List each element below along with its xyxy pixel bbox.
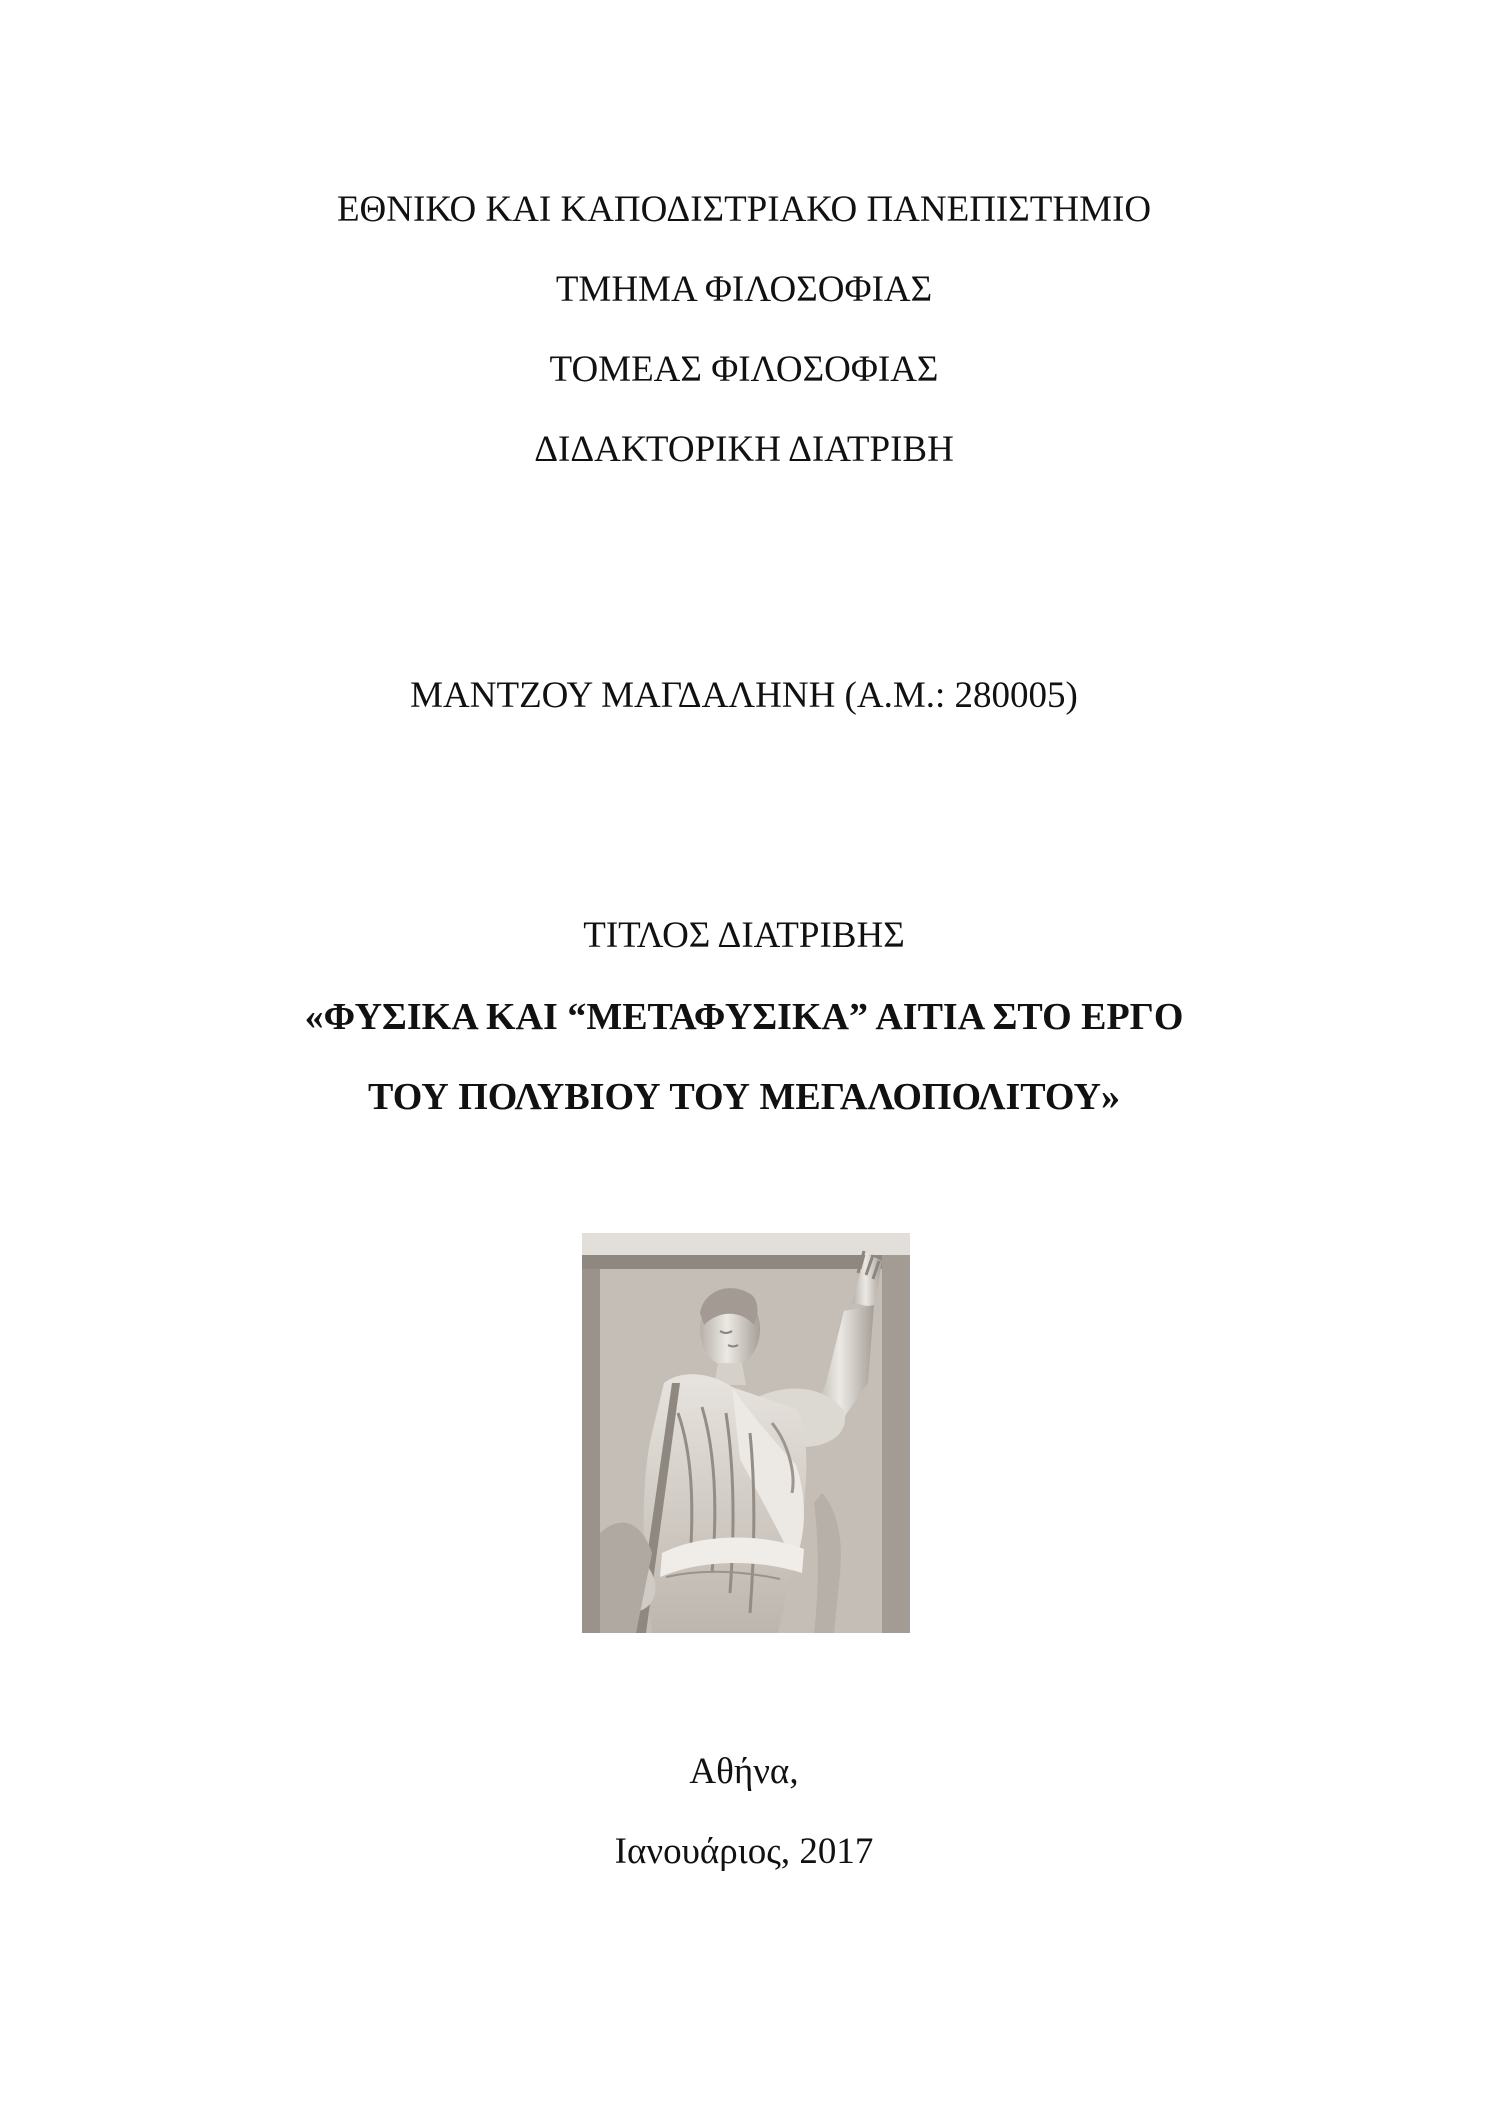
university-name: ΕΘΝΙΚΟ ΚΑΙ ΚΑΠΟΔΙΣΤΡΙΑΚΟ ΠΑΝΕΠΙΣΤΗΜΙΟ xyxy=(336,189,1152,230)
publication-date: Ιανουάριος, 2017 xyxy=(614,1831,874,1872)
section-name: ΤΟΜΕΑΣ ΦΙΛΟΣΟΦΙΑΣ xyxy=(549,349,939,390)
document-type: ΔΙΔΑΚΤΟΡΙΚΗ ΔΙΑΤΡΙΒΗ xyxy=(534,429,954,470)
title-label: ΤΙΤΛΟΣ ΔΙΑΤΡΙΒΗΣ xyxy=(583,915,905,956)
marble-relief-stele-image xyxy=(582,1233,910,1633)
author-name: ΜΑΝΤΖΟΥ ΜΑΓΔΑΛΗΝΗ (Α.Μ.: 280005) xyxy=(410,675,1078,716)
publication-place: Αθήνα, xyxy=(689,1751,799,1792)
thesis-title-line-1: «ΦΥΣΙΚΑ ΚΑΙ “ΜΕΤΑΦΥΣΙΚΑ” ΑΙΤΙΑ ΣΤΟ ΕΡΓΟ xyxy=(304,996,1184,1038)
thesis-title-line-2: ΤΟΥ ΠΟΛΥΒΙΟΥ ΤΟΥ ΜΕΓΑΛΟΠΟΛΙΤΟΥ» xyxy=(368,1076,1120,1118)
department-name: ΤΜΗΜΑ ΦΙΛΟΣΟΦΙΑΣ xyxy=(555,269,933,310)
